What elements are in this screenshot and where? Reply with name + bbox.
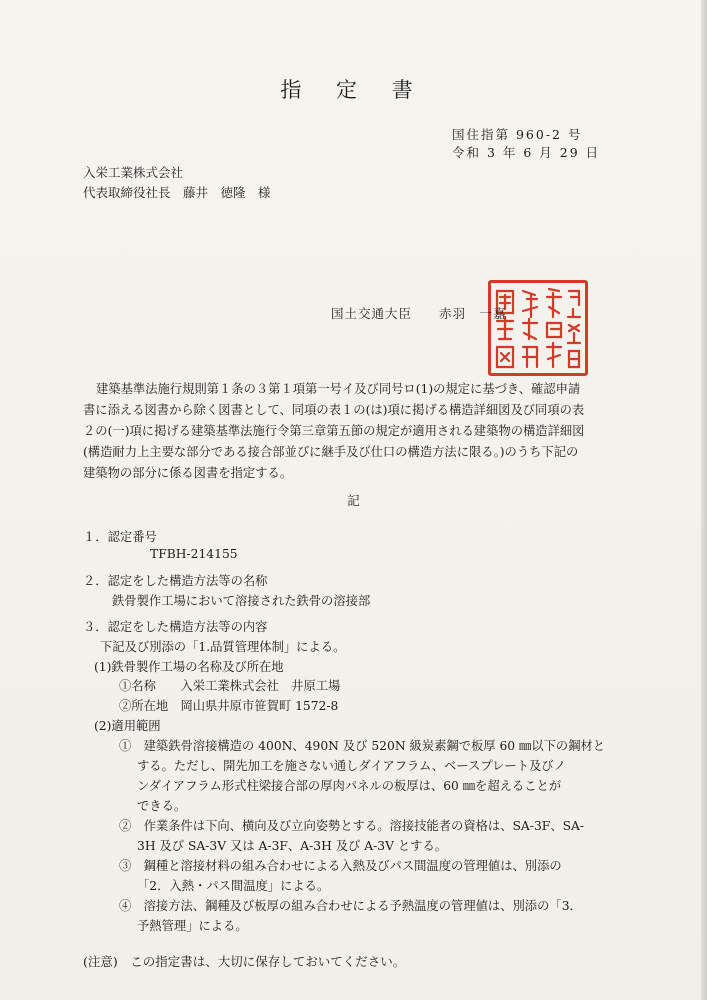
reference-number: 国住指第 960-2 号 xyxy=(452,127,583,142)
issuer-name: 国土交通大臣 赤羽 一嘉 xyxy=(331,306,507,321)
official-seal xyxy=(488,280,588,376)
scope-1-line-2: する。ただし、開先加工を施さない通しダイアフラム、ベースプレート及びノ xyxy=(137,759,566,773)
scope-4-line-2: 予熱管理」による。 xyxy=(137,919,248,933)
scope-2-line-1: ② 作業条件は下向、横向及び立向姿勢とする。溶接技能者の資格は、SA-3F、SA- xyxy=(119,819,585,833)
item3-intro: 下記及び別添の「1.品質管理体制」による。 xyxy=(100,640,346,654)
scope-1-line-3: ンダイアフラム形式柱梁接合部の厚肉パネルの板厚は、60 ㎜を超えることが xyxy=(137,779,562,793)
item1-heading: １．認定番号 xyxy=(83,530,157,544)
issue-date: 令和 3 年 6 月 29 日 xyxy=(452,145,601,160)
item1-value: TFBH-214155 xyxy=(150,547,238,561)
scope-1-line-1: ① 建築鉄骨溶接構造の 400N、490N 及び 520N 級炭素鋼で板厚 60 ㎜以下の鋼材と xyxy=(119,739,606,753)
scope-4-line-1: ④ 溶接方法、鋼種及び板厚の組み合わせによる予熱温度の管理値は、別添の「3． xyxy=(119,899,582,913)
scope-3-line-2: 「2．入熱・パス間温度」による。 xyxy=(137,879,330,893)
body-line-4: (構造耐力上主要な部分である接合部並びに継手及び仕口の構造方法に限る。)のうち下記の xyxy=(83,445,579,459)
sub2-heading: (2)適用範囲 xyxy=(94,719,161,733)
item2-value: 鉄骨製作工場において溶接された鉄骨の溶接部 xyxy=(112,594,371,608)
body-line-5: 建築物の部分に係る図書を指定する。 xyxy=(83,466,293,480)
sub1-name: ①名称 入栄工業株式会社 井原工場 xyxy=(119,679,341,693)
scope-2-line-2: 3H 及び SA-3V 又は A-3F、A-3H 及び A-3V とする。 xyxy=(137,839,448,853)
scope-1-line-4: できる。 xyxy=(137,799,187,813)
scope-3-line-1: ③ 鋼種と溶接材料の組み合わせによる入熱及びパス間温度の管理値は、別添の xyxy=(119,859,562,873)
sub1-address: ②所在地 岡山県井原市笹賀町 1572-8 xyxy=(119,699,339,713)
item2-heading: ２．認定をした構造方法等の名称 xyxy=(83,574,268,588)
item3-heading: ３．認定をした構造方法等の内容 xyxy=(83,620,268,634)
notice: (注意) この指定書は、大切に保存しておいてください。 xyxy=(83,954,406,969)
body-line-1: 建築基準法施行規則第１条の３第１項第一号イ及び同号ロ(1)の規定に基づき、確認申請 xyxy=(96,382,581,396)
body-line-2: 書に添える図書から除く図書として、同項の表１の(は)項に掲げる構造詳細図及び同項の表 xyxy=(83,403,585,417)
sub1-heading: (1)鉄骨製作工場の名称及び所在地 xyxy=(94,660,284,674)
document-title: 指 定 書 xyxy=(280,78,427,102)
addressee-company: 入栄工業株式会社 xyxy=(83,165,184,180)
body-line-3: ２の(一)項に掲げる建築基準法施行令第三章第五節の規定が適用される建築物の構造詳細図 xyxy=(83,424,585,438)
seal-graphic xyxy=(491,283,585,373)
ki-heading: 記 xyxy=(347,493,360,508)
addressee-person: 代表取締役社長 藤井 徳隆 様 xyxy=(83,185,271,200)
